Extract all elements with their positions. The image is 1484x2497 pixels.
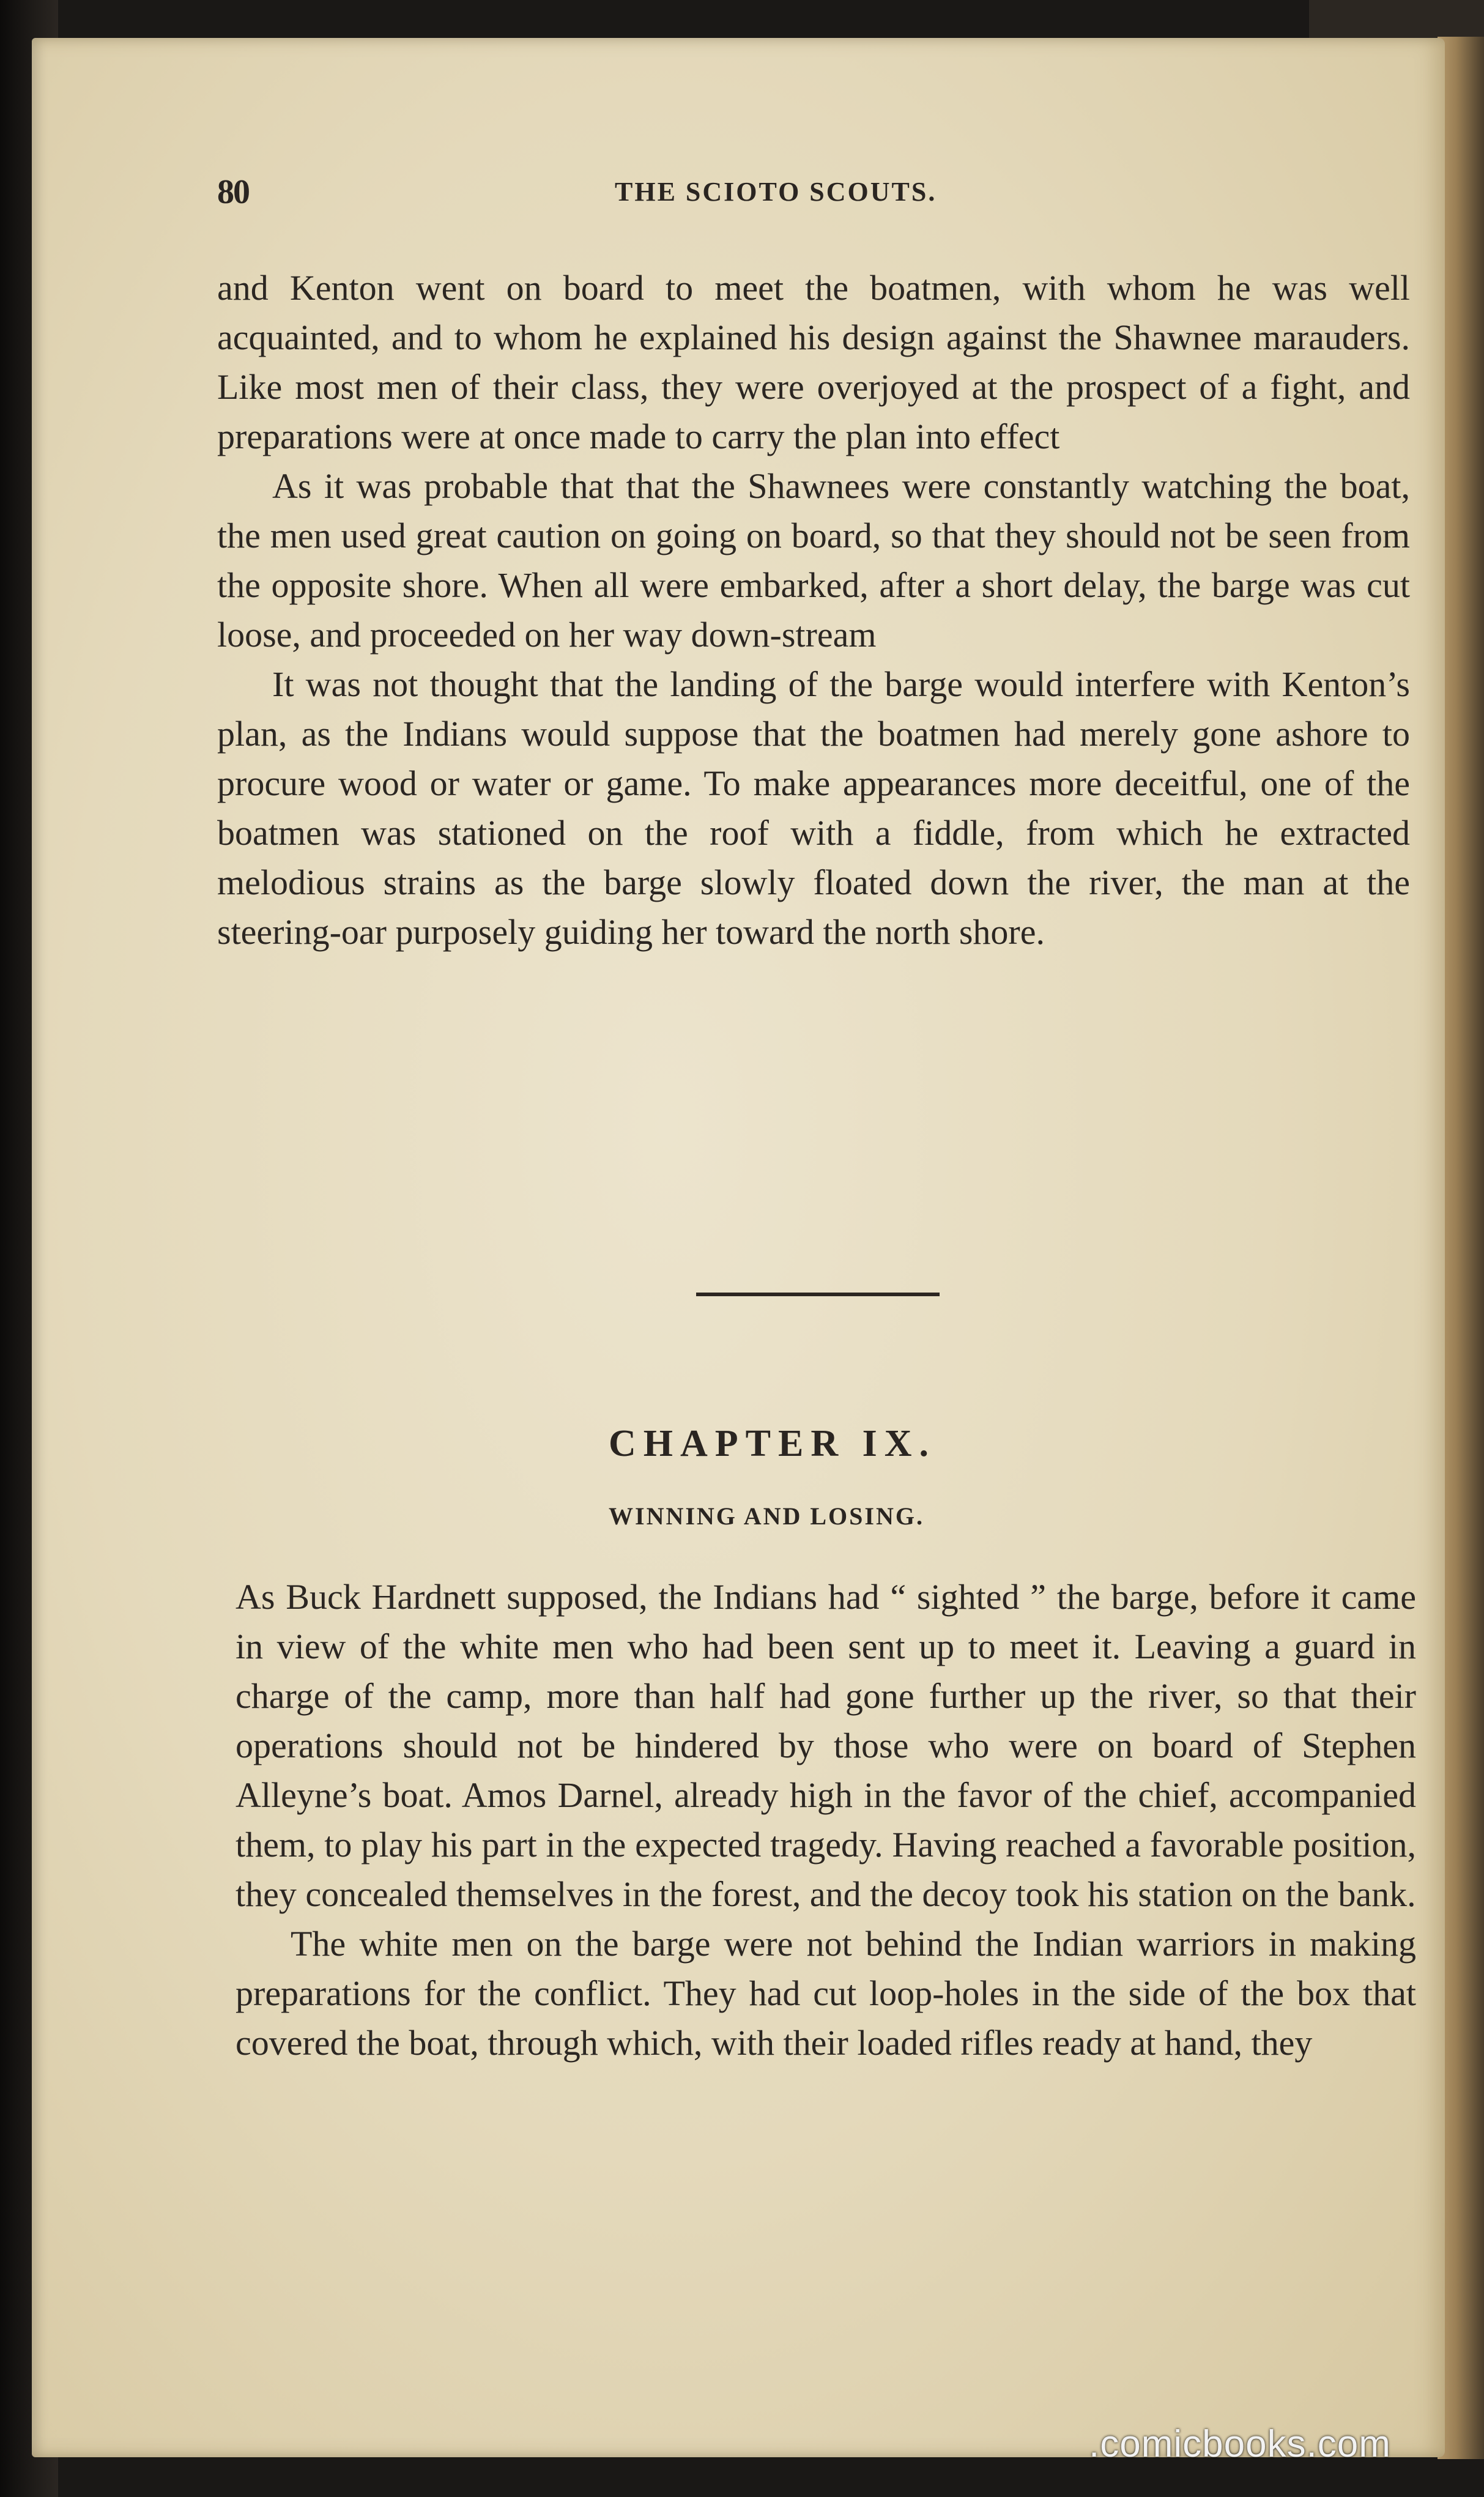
- paragraph-3: It was not thought that the landing of the barge would interfere with Kenton’s plan, as the Indians would suppose that the boatmen had merely gone ashore to procure wood or water or game. To make appearances more deceitful, one of the boatmen was stationed on the roof with a fiddle, from which he extracted melodious strains as the barge slowly floated down the river, the man at the steering-oar purposely guiding her toward the north shore.: [217, 664, 1410, 952]
- chapter-title: CHAPTER IX.: [609, 1423, 937, 1464]
- paragraph-2: As it was probable that that the Shawnees were constantly watching the boat, the men used great caution on going on board, so that they should not be seen from the opposite shore. When all were embarked, after a short delay, the barge was cut loose, and proceeded on her way down-stream: [217, 466, 1410, 655]
- text-section-2: [236, 1572, 1416, 2068]
- paragraph-4: As Buck Hardnett supposed, the Indians had “ sighted ” the barge, before it came in view of the white men who had been sent up to meet it. Leaving a guard in charge of the camp, more than half had gone further up the river, so that their operations should not be hindered by those who were on board of Stephen Alleyne’s boat. Amos Darnel, already high in the favor of the chief, accompanied them, to play his part in the expected tragedy. Having reached a favorable position, they concealed themselves in the forest, and the decoy took his station on the bank.: [236, 1577, 1416, 1914]
- section-divider: [696, 1293, 940, 1296]
- page-header: [217, 173, 1416, 209]
- paragraph-1: and Kenton went on board to meet the boatmen, with whom he was well acquainted, and to whom he explained his design against the Shawnee marauders. Like most men of their class, they were overjoyed at the prospect of a fight, and preparations were at once made to carry the plan into effect: [217, 268, 1410, 456]
- text-section-1: [217, 263, 1410, 957]
- watermark: .comicbooks.com: [1089, 2423, 1391, 2465]
- page-number: 80: [217, 173, 249, 211]
- chapter-subtitle: WINNING AND LOSING.: [609, 1502, 924, 1530]
- paragraph-5: The white men on the barge were not behind the Indian warriors in making preparations for the conflict. They had cut loop-holes in the side of the box that covered the boat, through which, with their loaded rifles ready at hand, they: [236, 1924, 1416, 2063]
- running-head: THE SCIOTO SCOUTS.: [615, 177, 937, 207]
